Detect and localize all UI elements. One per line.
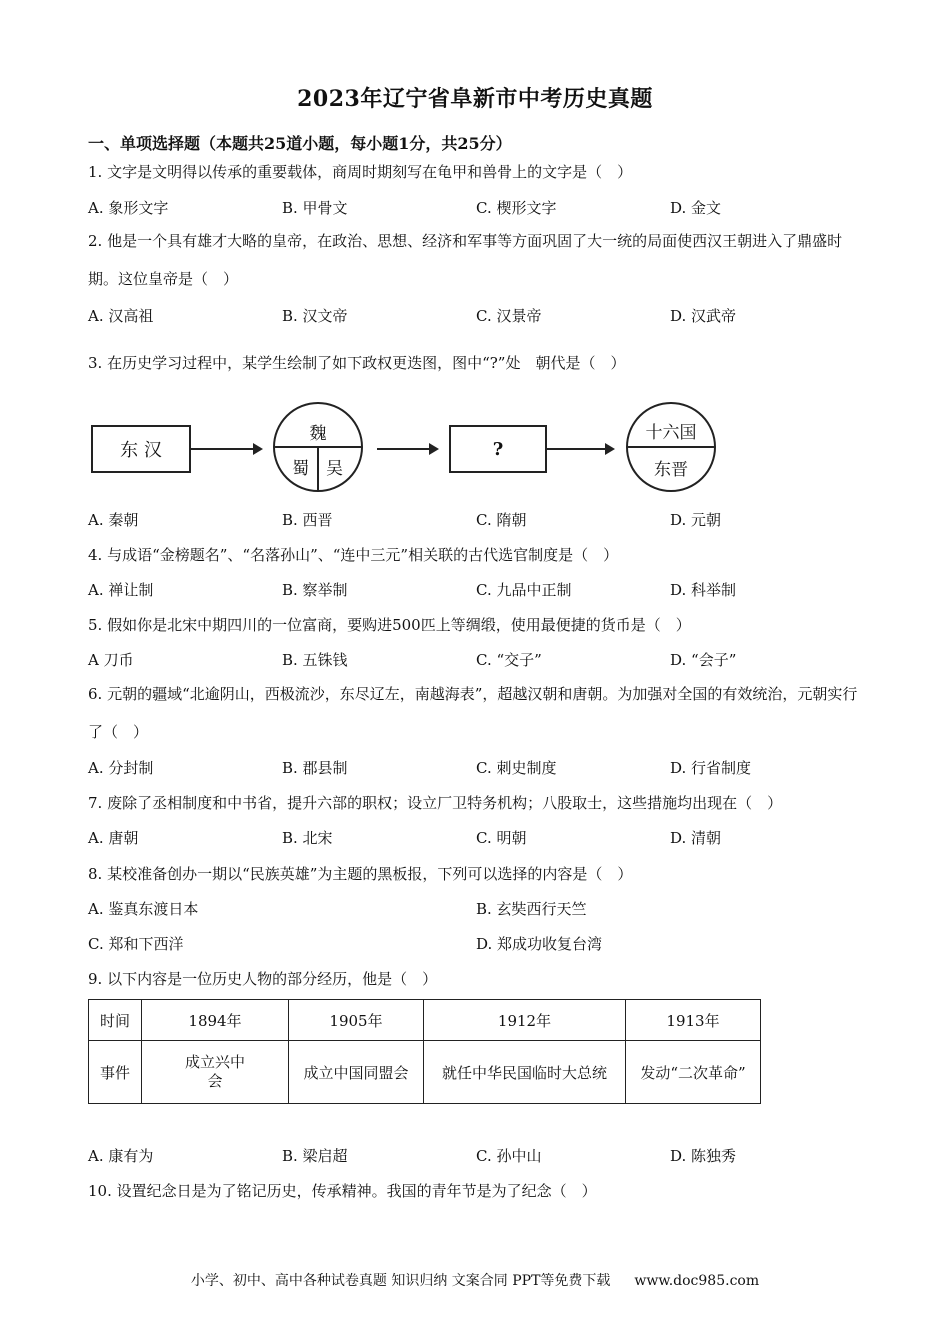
option-c: C. 刺史制度 bbox=[476, 759, 557, 777]
table-cell-text: 成立兴中会 bbox=[184, 1053, 245, 1090]
circle-divider-h bbox=[628, 446, 714, 448]
option-a: A. 唐朝 bbox=[88, 829, 139, 847]
question-2-options bbox=[88, 305, 868, 327]
option-d: D. 金文 bbox=[670, 199, 722, 217]
option-a: A. 汉高祖 bbox=[88, 307, 154, 325]
table-header-cell: 1912年 bbox=[424, 1000, 626, 1041]
option-c: C. 明朝 bbox=[476, 829, 527, 847]
table-header-cell: 1905年 bbox=[289, 1000, 424, 1041]
arrow-3 bbox=[545, 448, 613, 450]
table-header-cell: 时间 bbox=[89, 1000, 142, 1041]
question-7: 7. 废除了丞相制度和中书省，提升六部的职权；设立厂卫特务机构；八股取士，这些措施均出现在（ ） bbox=[88, 794, 783, 812]
table-cell bbox=[142, 1041, 289, 1104]
option-a: A. 鉴真东渡日本 bbox=[88, 900, 199, 918]
question-8-options-row2 bbox=[88, 933, 868, 955]
question-8-options-row1 bbox=[88, 898, 868, 920]
option-c: C. “交子” bbox=[476, 651, 542, 669]
page-title: 2023年辽宁省阜新市中考历史真题 bbox=[297, 86, 653, 112]
question-3-options bbox=[88, 509, 868, 531]
option-c: C. 楔形文字 bbox=[476, 199, 557, 217]
dynasty-succession-diagram bbox=[88, 393, 728, 503]
option-b: B. 五铢钱 bbox=[282, 651, 348, 669]
page-footer bbox=[0, 1270, 950, 1290]
option-d: D. 行省制度 bbox=[670, 759, 752, 777]
option-d: D. “会子” bbox=[670, 651, 737, 669]
question-9-options bbox=[88, 1145, 868, 1167]
option-c: C. 郑和下西洋 bbox=[88, 935, 184, 953]
label-wei: 魏 bbox=[309, 424, 327, 444]
question-2: 2. 他是一个具有雄才大略的皇帝，在政治、思想、经济和军事等方面巩固了大一统的局面使西汉王朝进入了鼎盛时期。这位皇帝是（ ） bbox=[88, 232, 843, 288]
question-6-options bbox=[88, 757, 868, 779]
history-events-table bbox=[88, 999, 761, 1104]
question-6: 6. 元朝的疆域“北逾阴山，西极流沙，东尽辽左，南越海表”，超越汉朝和唐朝。为加强对全国的有效统治，元朝实行了（ ） bbox=[88, 685, 858, 741]
question-1: 1. 文字是文明得以传承的重要载体，商周时期刻写在龟甲和兽骨上的文字是（ ） bbox=[88, 163, 633, 181]
question-8: 8. 某校准备创办一期以“民族英雄”为主题的黑板报，下列可以选择的内容是（ ） bbox=[88, 865, 633, 883]
table-cell: 就任中华民国临时大总统 bbox=[424, 1041, 626, 1104]
footer-text: 小学、初中、高中各种试卷真题 知识归纳 文案合同 PPT等免费下载 bbox=[190, 1273, 611, 1289]
question-1-options bbox=[88, 197, 868, 219]
option-b: B. 玄奘西行天竺 bbox=[476, 900, 587, 918]
diagram-circle-three-kingdoms bbox=[273, 402, 363, 492]
diagram-box-eastern-han: 东 汉 bbox=[91, 425, 191, 473]
option-d: D. 清朝 bbox=[670, 829, 722, 847]
option-d: D. 汉武帝 bbox=[670, 307, 737, 325]
option-d: D. 陈独秀 bbox=[670, 1147, 737, 1165]
table-header-cell: 1894年 bbox=[142, 1000, 289, 1041]
option-b: B. 西晋 bbox=[282, 511, 333, 529]
option-b: B. 梁启超 bbox=[282, 1147, 348, 1165]
table-cell: 事件 bbox=[89, 1041, 142, 1104]
label-wu: 吴 bbox=[326, 459, 343, 479]
option-a: A 刀币 bbox=[88, 651, 134, 669]
option-b: B. 甲骨文 bbox=[282, 199, 348, 217]
option-c: C. 孙中山 bbox=[476, 1147, 542, 1165]
option-b: B. 北宋 bbox=[282, 829, 333, 847]
diagram-circle-sixteen-kingdoms bbox=[626, 402, 716, 492]
option-d: D. 郑成功收复台湾 bbox=[476, 935, 603, 953]
section-heading: 一、单项选择题（本题共25道小题，每小题1分，共25分） bbox=[88, 134, 512, 153]
option-a: A. 象形文字 bbox=[88, 199, 169, 217]
circle-divider-v bbox=[317, 447, 319, 490]
arrow-2 bbox=[377, 448, 437, 450]
arrow-1 bbox=[189, 448, 261, 450]
option-a: A. 康有为 bbox=[88, 1147, 154, 1165]
label-eastern-jin: 东晋 bbox=[654, 460, 688, 480]
option-a: A. 秦朝 bbox=[88, 511, 139, 529]
option-d: D. 科举制 bbox=[670, 581, 737, 599]
question-5: 5. 假如你是北宋中期四川的一位富商，要购进500匹上等绸缎，使用最便捷的货币是（ ） bbox=[88, 616, 691, 634]
question-3: 3. 在历史学习过程中，某学生绘制了如下政权更迭图，图中“?”处 朝代是（ ） bbox=[88, 354, 626, 372]
question-9: 9. 以下内容是一位历史人物的部分经历，他是（ ） bbox=[88, 970, 438, 988]
table-cell: 发动“二次革命” bbox=[626, 1041, 761, 1104]
table-cell: 成立中国同盟会 bbox=[289, 1041, 424, 1104]
question-5-options bbox=[88, 649, 868, 671]
label-shu: 蜀 bbox=[292, 459, 309, 479]
option-a: A. 禅让制 bbox=[88, 581, 154, 599]
table-row bbox=[89, 1041, 761, 1104]
table-header-row bbox=[89, 1000, 761, 1041]
table-header-cell: 1913年 bbox=[626, 1000, 761, 1041]
option-b: B. 汉文帝 bbox=[282, 307, 348, 325]
question-10: 10. 设置纪念日是为了铭记历史，传承精神。我国的青年节是为了纪念（ ） bbox=[88, 1182, 597, 1200]
option-c: C. 汉景帝 bbox=[476, 307, 542, 325]
question-4: 4. 与成语“金榜题名”、“名落孙山”、“连中三元”相关联的古代选官制度是（ ） bbox=[88, 546, 619, 564]
question-7-options bbox=[88, 827, 868, 849]
option-b: B. 郡县制 bbox=[282, 759, 348, 777]
option-c: C. 九品中正制 bbox=[476, 581, 572, 599]
option-b: B. 察举制 bbox=[282, 581, 348, 599]
option-d: D. 元朝 bbox=[670, 511, 722, 529]
option-a: A. 分封制 bbox=[88, 759, 154, 777]
diagram-box-unknown: ? bbox=[449, 425, 547, 473]
option-c: C. 隋朝 bbox=[476, 511, 527, 529]
label-sixteen-kingdoms: 十六国 bbox=[645, 423, 697, 443]
footer-link[interactable]: www.doc985.com bbox=[634, 1273, 760, 1289]
question-4-options bbox=[88, 579, 868, 601]
